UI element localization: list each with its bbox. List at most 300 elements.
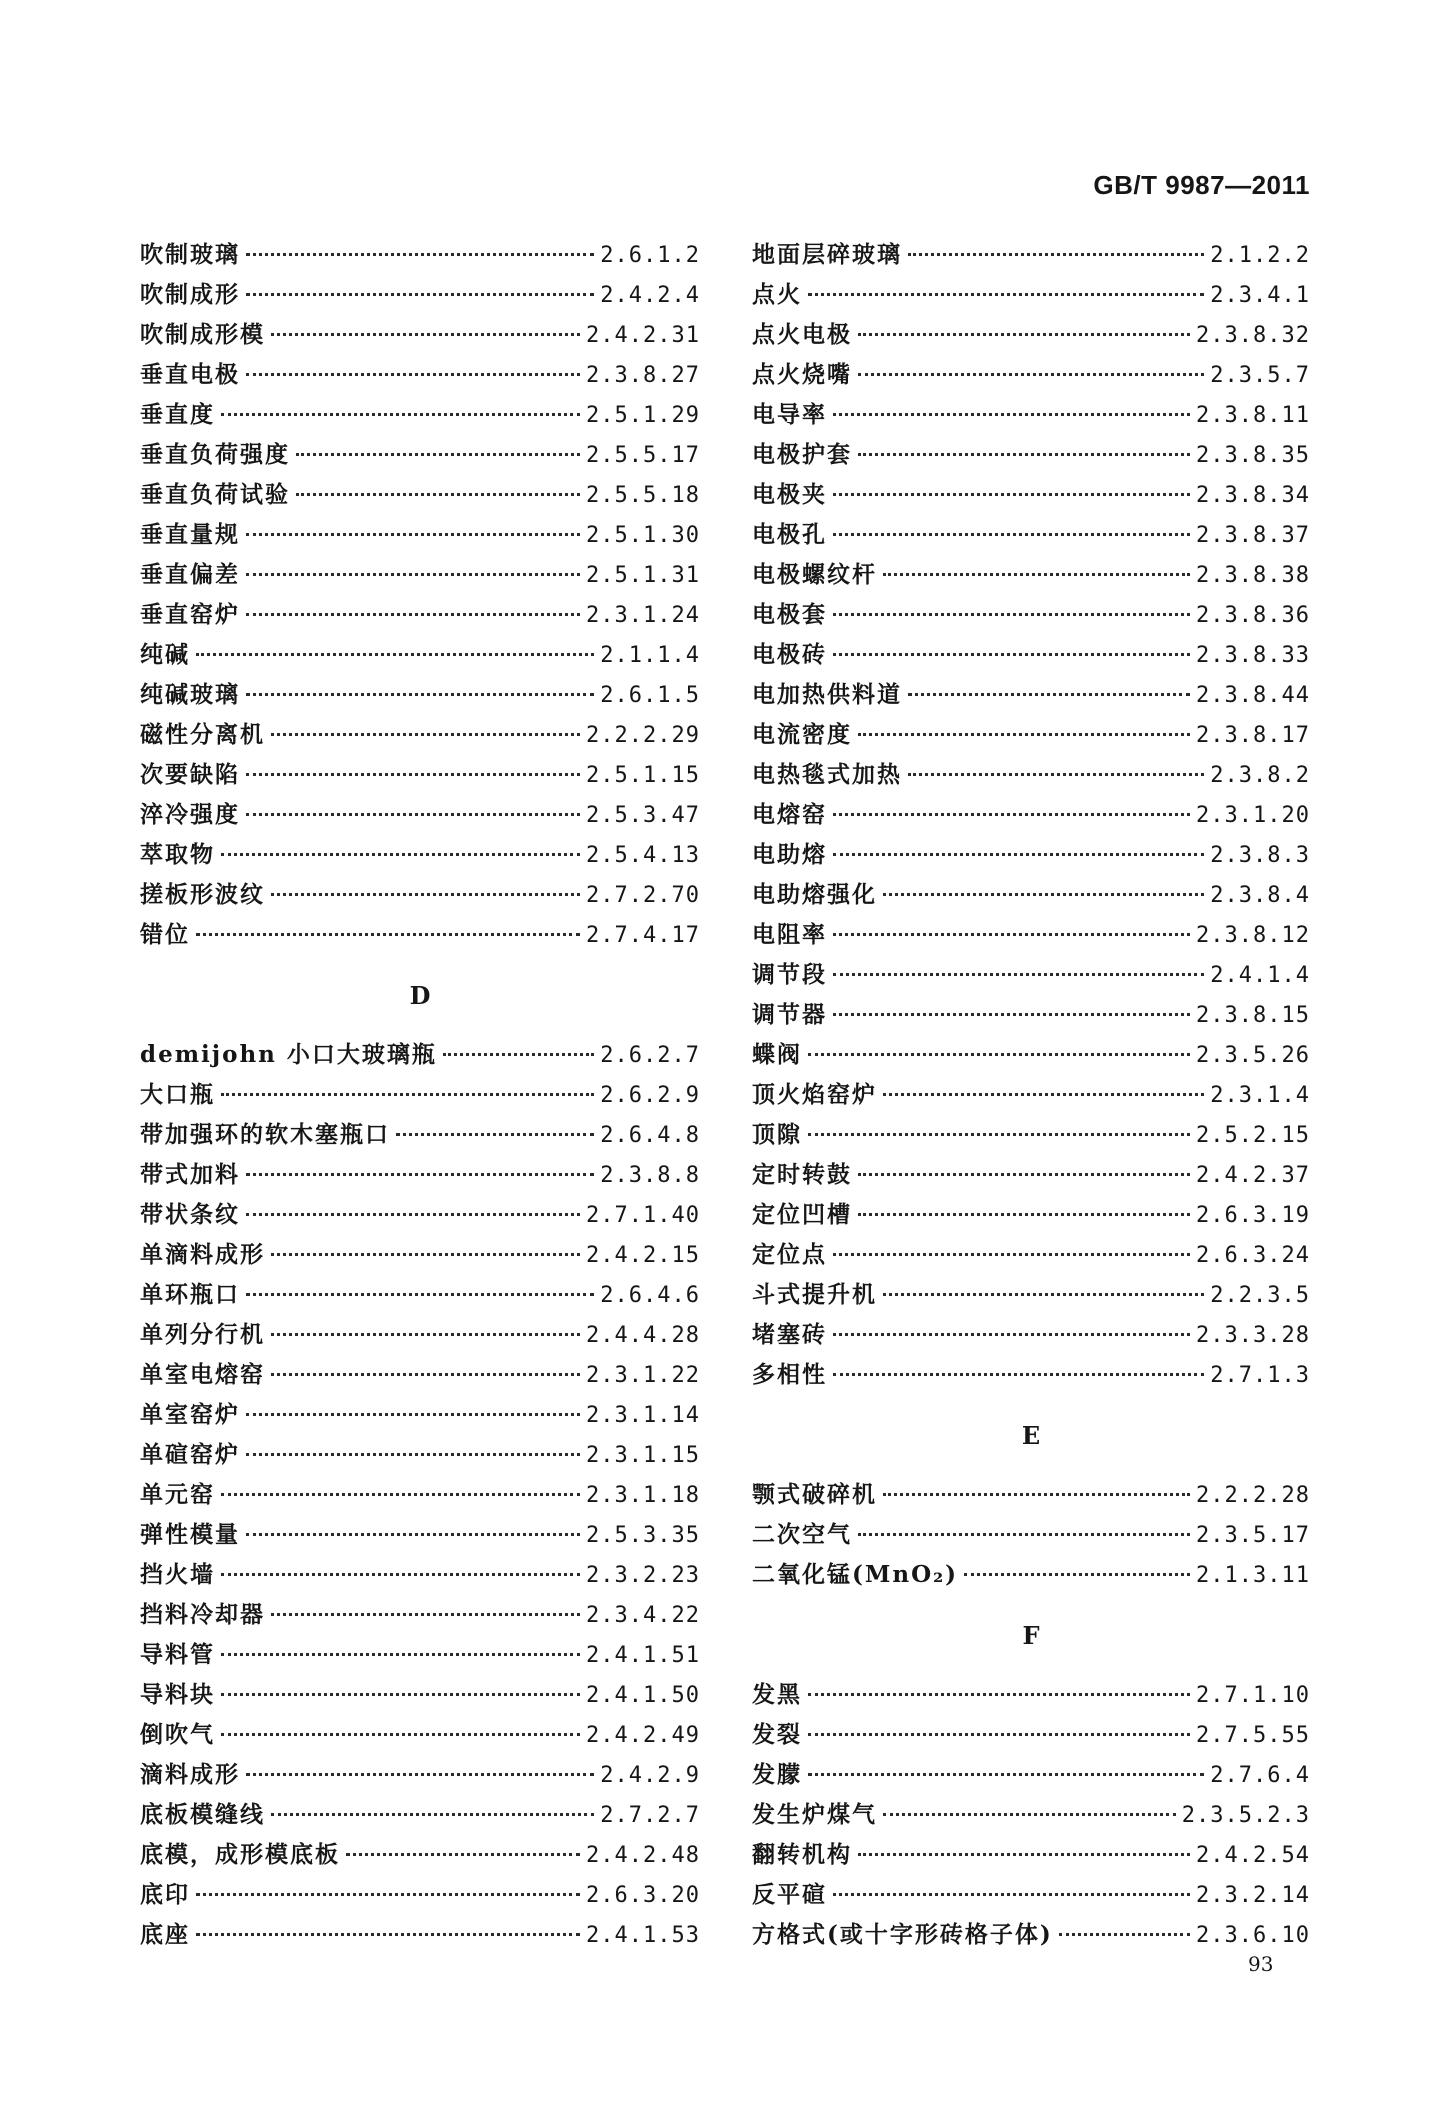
dot-leader bbox=[246, 1773, 594, 1776]
index-entry bbox=[752, 1036, 1310, 1076]
index-entry bbox=[140, 1396, 700, 1436]
index-entry bbox=[140, 1676, 700, 1716]
index-term: 点火电极 bbox=[752, 321, 852, 348]
dot-leader bbox=[858, 1213, 1190, 1216]
dot-leader bbox=[196, 1893, 580, 1896]
clause-number: 2.4.2.31 bbox=[586, 323, 700, 348]
clause-number: 2.3.8.8 bbox=[600, 1163, 700, 1188]
index-term: 方格式(或十字形砖格子体) bbox=[752, 1921, 1053, 1948]
index-term: 单室窑炉 bbox=[140, 1401, 240, 1428]
dot-leader bbox=[833, 1333, 1190, 1336]
clause-number: 2.2.2.28 bbox=[1196, 1483, 1310, 1508]
index-entry bbox=[140, 436, 700, 476]
dot-leader bbox=[858, 1853, 1190, 1856]
dot-leader bbox=[271, 733, 580, 736]
page-number: 93 bbox=[1248, 1952, 1274, 1976]
index-term: 垂直偏差 bbox=[140, 561, 240, 588]
dot-leader bbox=[196, 653, 594, 656]
index-term: 电助熔强化 bbox=[752, 881, 877, 908]
index-entry bbox=[752, 996, 1310, 1036]
clause-number: 2.6.3.20 bbox=[586, 1883, 700, 1908]
dot-leader bbox=[271, 1333, 580, 1336]
index-entry bbox=[140, 756, 700, 796]
clause-number: 2.3.5.7 bbox=[1210, 363, 1310, 388]
dot-leader bbox=[858, 453, 1190, 456]
clause-number: 2.3.1.14 bbox=[586, 1403, 700, 1428]
index-term: 电流密度 bbox=[752, 721, 852, 748]
index-entry bbox=[140, 356, 700, 396]
clause-number: 2.3.8.37 bbox=[1196, 523, 1310, 548]
index-entry bbox=[140, 1756, 700, 1796]
index-entry bbox=[140, 1916, 700, 1956]
dot-leader bbox=[246, 773, 580, 776]
index-term: 垂直负荷强度 bbox=[140, 441, 290, 468]
dot-leader bbox=[833, 853, 1204, 856]
index-entry bbox=[752, 756, 1310, 796]
index-column-left bbox=[140, 236, 700, 1956]
clause-number: 2.3.8.3 bbox=[1210, 843, 1310, 868]
dot-leader bbox=[883, 573, 1190, 576]
clause-number: 2.3.5.26 bbox=[1196, 1043, 1310, 1068]
clause-number: 2.3.1.15 bbox=[586, 1443, 700, 1468]
index-entry bbox=[752, 516, 1310, 556]
clause-number: 2.4.2.48 bbox=[586, 1843, 700, 1868]
index-term: 垂直电极 bbox=[140, 361, 240, 388]
index-entry bbox=[752, 1876, 1310, 1916]
dot-leader bbox=[296, 493, 580, 496]
clause-number: 2.5.3.47 bbox=[586, 803, 700, 828]
index-term: 滴料成形 bbox=[140, 1761, 240, 1788]
dot-leader bbox=[833, 973, 1204, 976]
index-term: 吹制成形模 bbox=[140, 321, 265, 348]
index-term: 导料管 bbox=[140, 1641, 215, 1668]
index-entry bbox=[752, 436, 1310, 476]
index-entry bbox=[140, 1076, 700, 1116]
section-letter: F bbox=[1022, 1621, 1040, 1650]
index-entry bbox=[752, 1916, 1310, 1956]
dot-leader bbox=[883, 1493, 1190, 1496]
index-entry bbox=[140, 236, 700, 276]
clause-number: 2.3.5.2.3 bbox=[1181, 1803, 1310, 1828]
index-term: 发黑 bbox=[752, 1681, 802, 1708]
dot-leader bbox=[808, 1133, 1190, 1136]
index-term: 反平碹 bbox=[752, 1881, 827, 1908]
dot-leader bbox=[246, 1173, 594, 1176]
index-entry bbox=[752, 1316, 1310, 1356]
dot-leader bbox=[808, 1773, 1204, 1776]
dot-leader bbox=[833, 493, 1190, 496]
clause-number: 2.6.3.19 bbox=[1196, 1203, 1310, 1228]
index-entry bbox=[752, 1836, 1310, 1876]
clause-number: 2.5.1.15 bbox=[586, 763, 700, 788]
index-entry bbox=[140, 1876, 700, 1916]
clause-number: 2.4.1.53 bbox=[586, 1923, 700, 1948]
dot-leader bbox=[246, 1453, 580, 1456]
index-term: 电加热供料道 bbox=[752, 681, 902, 708]
index-term: 磁性分离机 bbox=[140, 721, 265, 748]
clause-number: 2.3.8.4 bbox=[1210, 883, 1310, 908]
section-letter: D bbox=[409, 981, 431, 1010]
clause-number: 2.3.1.24 bbox=[586, 603, 700, 628]
index-term: 挡火墙 bbox=[140, 1561, 215, 1588]
index-term: 电极螺纹杆 bbox=[752, 561, 877, 588]
index-term: 发朦 bbox=[752, 1761, 802, 1788]
index-term: 单环瓶口 bbox=[140, 1281, 240, 1308]
dot-leader bbox=[833, 1373, 1204, 1376]
clause-number: 2.3.8.36 bbox=[1196, 603, 1310, 628]
dot-leader bbox=[196, 1933, 580, 1936]
clause-number: 2.3.1.20 bbox=[1196, 803, 1310, 828]
index-entry bbox=[140, 1436, 700, 1476]
clause-number: 2.5.3.35 bbox=[586, 1523, 700, 1548]
index-term: 次要缺陷 bbox=[140, 761, 240, 788]
dot-leader bbox=[246, 613, 580, 616]
index-term: 电极孔 bbox=[752, 521, 827, 548]
clause-number: 2.5.1.30 bbox=[586, 523, 700, 548]
clause-number: 2.6.1.5 bbox=[600, 683, 700, 708]
dot-leader bbox=[833, 613, 1190, 616]
index-term: 定位凹槽 bbox=[752, 1201, 852, 1228]
index-term: 底印 bbox=[140, 1881, 190, 1908]
index-term: 电助熔 bbox=[752, 841, 827, 868]
clause-number: 2.3.8.2 bbox=[1210, 763, 1310, 788]
dot-leader bbox=[833, 933, 1190, 936]
index-term: 地面层碎玻璃 bbox=[752, 241, 902, 268]
index-term: 挡料冷却器 bbox=[140, 1601, 265, 1628]
clause-number: 2.3.6.10 bbox=[1196, 1923, 1310, 1948]
index-entry bbox=[752, 676, 1310, 716]
index-term: 发裂 bbox=[752, 1721, 802, 1748]
index-term: 垂直窑炉 bbox=[140, 601, 240, 628]
dot-leader bbox=[246, 813, 580, 816]
index-entry bbox=[752, 876, 1310, 916]
index-entry bbox=[752, 1076, 1310, 1116]
index-entry bbox=[752, 796, 1310, 836]
index-entry bbox=[140, 1196, 700, 1236]
index-entry bbox=[140, 796, 700, 836]
clause-number: 2.6.3.24 bbox=[1196, 1243, 1310, 1268]
index-entry bbox=[752, 1156, 1310, 1196]
index-entry bbox=[140, 1356, 700, 1396]
dot-leader bbox=[246, 253, 594, 256]
index-term: 电极砖 bbox=[752, 641, 827, 668]
dot-leader bbox=[196, 933, 580, 936]
clause-number: 2.1.2.2 bbox=[1210, 243, 1310, 268]
clause-number: 2.7.2.70 bbox=[586, 883, 700, 908]
dot-leader bbox=[221, 413, 580, 416]
dot-leader bbox=[833, 413, 1190, 416]
dot-leader bbox=[221, 853, 580, 856]
clause-number: 2.2.3.5 bbox=[1210, 1283, 1310, 1308]
index-entry bbox=[752, 396, 1310, 436]
index-term: 电极套 bbox=[752, 601, 827, 628]
clause-number: 2.2.2.29 bbox=[586, 723, 700, 748]
clause-number: 2.6.2.9 bbox=[600, 1083, 700, 1108]
index-term: 堵塞砖 bbox=[752, 1321, 827, 1348]
dot-leader bbox=[858, 333, 1190, 336]
dot-leader bbox=[221, 1653, 580, 1656]
index-entry bbox=[140, 556, 700, 596]
index-term: 单元窑 bbox=[140, 1481, 215, 1508]
index-entry bbox=[140, 836, 700, 876]
index-entry bbox=[140, 1596, 700, 1636]
dot-leader bbox=[833, 1893, 1190, 1896]
dot-leader bbox=[833, 1253, 1190, 1256]
index-entry bbox=[752, 836, 1310, 876]
index-term: 垂直度 bbox=[140, 401, 215, 428]
index-term: 蝶阀 bbox=[752, 1041, 802, 1068]
index-entry bbox=[752, 476, 1310, 516]
dot-leader bbox=[271, 1813, 594, 1816]
index-entry bbox=[752, 716, 1310, 756]
dot-leader bbox=[1059, 1933, 1190, 1936]
clause-number: 2.4.2.4 bbox=[600, 283, 700, 308]
index-entry bbox=[140, 1236, 700, 1276]
index-term: 纯碱玻璃 bbox=[140, 681, 240, 708]
clause-number: 2.5.5.18 bbox=[586, 483, 700, 508]
index-term: 导料块 bbox=[140, 1681, 215, 1708]
index-term: 萃取物 bbox=[140, 841, 215, 868]
dot-leader bbox=[271, 333, 580, 336]
clause-number: 2.3.8.32 bbox=[1196, 323, 1310, 348]
clause-number: 2.3.8.44 bbox=[1196, 683, 1310, 708]
index-term: 大口瓶 bbox=[140, 1081, 215, 1108]
index-term: 底座 bbox=[140, 1921, 190, 1948]
dot-leader bbox=[908, 253, 1204, 256]
index-term: 底板模缝线 bbox=[140, 1801, 265, 1828]
index-entry bbox=[752, 1516, 1310, 1556]
clause-number: 2.6.4.8 bbox=[600, 1123, 700, 1148]
index-entry bbox=[140, 1796, 700, 1836]
index-term: 底模，成形模底板 bbox=[140, 1841, 340, 1868]
dot-leader bbox=[221, 1733, 580, 1736]
dot-leader bbox=[808, 1693, 1190, 1696]
index-term: 二氧化锰(MnO₂) bbox=[752, 1561, 959, 1588]
clause-number: 2.3.4.1 bbox=[1210, 283, 1310, 308]
index-entry bbox=[752, 1276, 1310, 1316]
index-term: 发生炉煤气 bbox=[752, 1801, 877, 1828]
dot-leader bbox=[271, 1253, 580, 1256]
index-term: 调节器 bbox=[752, 1001, 827, 1028]
dot-leader bbox=[221, 1093, 594, 1096]
clause-number: 2.3.1.22 bbox=[586, 1363, 700, 1388]
dot-leader bbox=[858, 1173, 1190, 1176]
index-entry bbox=[140, 1156, 700, 1196]
dot-leader bbox=[883, 1093, 1204, 1096]
index-term: 定时转鼓 bbox=[752, 1161, 852, 1188]
index-entry bbox=[752, 276, 1310, 316]
dot-leader bbox=[833, 813, 1190, 816]
clause-number: 2.4.4.28 bbox=[586, 1323, 700, 1348]
section-letter: E bbox=[1021, 1421, 1041, 1450]
clause-number: 2.5.2.15 bbox=[1196, 1123, 1310, 1148]
index-column-right bbox=[752, 236, 1310, 1956]
index-entry bbox=[140, 1116, 700, 1156]
dot-leader bbox=[246, 1413, 580, 1416]
index-term: 二次空气 bbox=[752, 1521, 852, 1548]
index-entry bbox=[140, 1476, 700, 1516]
clause-number: 2.3.5.17 bbox=[1196, 1523, 1310, 1548]
dot-leader bbox=[246, 373, 580, 376]
index-entry bbox=[752, 1796, 1310, 1836]
index-entry bbox=[140, 1316, 700, 1356]
index-entry bbox=[140, 676, 700, 716]
index-entry bbox=[752, 1236, 1310, 1276]
dot-leader bbox=[396, 1133, 594, 1136]
dot-leader bbox=[246, 293, 594, 296]
index-term: 单碹窑炉 bbox=[140, 1441, 240, 1468]
clause-number: 2.3.8.35 bbox=[1196, 443, 1310, 468]
clause-number: 2.4.1.4 bbox=[1210, 963, 1310, 988]
dot-leader bbox=[246, 1213, 580, 1216]
clause-number: 2.3.8.11 bbox=[1196, 403, 1310, 428]
index-term: 电阻率 bbox=[752, 921, 827, 948]
index-term: 电导率 bbox=[752, 401, 827, 428]
dot-leader bbox=[271, 1373, 580, 1376]
index-term: 带状条纹 bbox=[140, 1201, 240, 1228]
dot-leader bbox=[221, 1573, 580, 1576]
index-term: 倒吹气 bbox=[140, 1721, 215, 1748]
index-entry bbox=[752, 916, 1310, 956]
index-entry bbox=[140, 316, 700, 356]
index-entry bbox=[140, 476, 700, 516]
clause-number: 2.3.1.4 bbox=[1210, 1083, 1310, 1108]
clause-number: 2.3.8.27 bbox=[586, 363, 700, 388]
clause-number: 2.3.8.38 bbox=[1196, 563, 1310, 588]
dot-leader bbox=[833, 533, 1190, 536]
clause-number: 2.4.2.49 bbox=[586, 1723, 700, 1748]
index-entry bbox=[140, 1836, 700, 1876]
clause-number: 2.4.2.9 bbox=[600, 1763, 700, 1788]
index-entry bbox=[140, 276, 700, 316]
index-term: demijohn 小口大玻璃瓶 bbox=[140, 1041, 437, 1068]
dot-leader bbox=[346, 1853, 580, 1856]
index-entry bbox=[140, 396, 700, 436]
index-term: 搓板形波纹 bbox=[140, 881, 265, 908]
clause-number: 2.4.1.51 bbox=[586, 1643, 700, 1668]
dot-leader bbox=[246, 1293, 594, 1296]
dot-leader bbox=[858, 1533, 1190, 1536]
index-entry bbox=[752, 956, 1310, 996]
dot-leader bbox=[246, 533, 580, 536]
index-term: 电极护套 bbox=[752, 441, 852, 468]
dot-leader bbox=[833, 1013, 1190, 1016]
index-term: 顶火焰窑炉 bbox=[752, 1081, 877, 1108]
clause-number: 2.7.2.7 bbox=[600, 1803, 700, 1828]
index-term: 顶隙 bbox=[752, 1121, 802, 1148]
index-entry bbox=[752, 1476, 1310, 1516]
index-term: 带加强环的软木塞瓶口 bbox=[140, 1121, 390, 1148]
dot-leader bbox=[246, 573, 580, 576]
index-term: 电热毯式加热 bbox=[752, 761, 902, 788]
dot-leader bbox=[221, 1493, 580, 1496]
clause-number: 2.3.8.34 bbox=[1196, 483, 1310, 508]
index-term: 电熔窑 bbox=[752, 801, 827, 828]
clause-number: 2.1.1.4 bbox=[600, 643, 700, 668]
clause-number: 2.3.4.22 bbox=[586, 1603, 700, 1628]
index-term: 吹制成形 bbox=[140, 281, 240, 308]
index-entry bbox=[752, 1556, 1310, 1596]
clause-number: 2.7.1.40 bbox=[586, 1203, 700, 1228]
index-term: 调节段 bbox=[752, 961, 827, 988]
clause-number: 2.4.2.37 bbox=[1196, 1163, 1310, 1188]
dot-leader bbox=[908, 693, 1190, 696]
clause-number: 2.6.4.6 bbox=[600, 1283, 700, 1308]
index-term: 弹性模量 bbox=[140, 1521, 240, 1548]
dot-leader bbox=[271, 1613, 580, 1616]
clause-number: 2.7.4.17 bbox=[586, 923, 700, 948]
dot-leader bbox=[833, 653, 1190, 656]
clause-number: 2.7.1.10 bbox=[1196, 1683, 1310, 1708]
index-entry bbox=[140, 636, 700, 676]
index-entry bbox=[752, 1196, 1310, 1236]
clause-number: 2.5.4.13 bbox=[586, 843, 700, 868]
index-term: 多相性 bbox=[752, 1361, 827, 1388]
dot-leader bbox=[858, 733, 1190, 736]
dot-leader bbox=[883, 1293, 1204, 1296]
index-term: 翻转机构 bbox=[752, 1841, 852, 1868]
dot-leader bbox=[808, 1733, 1190, 1736]
dot-leader bbox=[808, 1053, 1190, 1056]
index-term: 淬冷强度 bbox=[140, 801, 240, 828]
dot-leader bbox=[964, 1573, 1190, 1576]
index-term: 垂直负荷试验 bbox=[140, 481, 290, 508]
index-entry bbox=[752, 356, 1310, 396]
clause-number: 2.5.1.31 bbox=[586, 563, 700, 588]
index-entry bbox=[752, 596, 1310, 636]
index-entry bbox=[752, 1356, 1310, 1396]
index-term: 垂直量规 bbox=[140, 521, 240, 548]
index-entry bbox=[752, 316, 1310, 356]
dot-leader bbox=[883, 1813, 1176, 1816]
clause-number: 2.3.8.15 bbox=[1196, 1003, 1310, 1028]
dot-leader bbox=[271, 893, 580, 896]
index-entry bbox=[752, 556, 1310, 596]
clause-number: 2.7.1.3 bbox=[1210, 1363, 1310, 1388]
index-entry bbox=[140, 916, 700, 956]
index-term: 斗式提升机 bbox=[752, 1281, 877, 1308]
index-term: 单室电熔窑 bbox=[140, 1361, 265, 1388]
index-entry bbox=[140, 1516, 700, 1556]
index-entry bbox=[752, 1756, 1310, 1796]
dot-leader bbox=[858, 373, 1204, 376]
clause-number: 2.3.8.17 bbox=[1196, 723, 1310, 748]
index-entry bbox=[752, 1676, 1310, 1716]
index-entry bbox=[140, 1716, 700, 1756]
index-entry bbox=[140, 1276, 700, 1316]
standard-code: GB/T 9987—2011 bbox=[1093, 170, 1310, 200]
clause-number: 2.4.1.50 bbox=[586, 1683, 700, 1708]
index-entry bbox=[140, 1636, 700, 1676]
dot-leader bbox=[246, 693, 594, 696]
index-term: 颚式破碎机 bbox=[752, 1481, 877, 1508]
index-term: 吹制玻璃 bbox=[140, 241, 240, 268]
index-entry bbox=[752, 236, 1310, 276]
clause-number: 2.3.1.18 bbox=[586, 1483, 700, 1508]
clause-number: 2.7.6.4 bbox=[1210, 1763, 1310, 1788]
index-entry bbox=[752, 1716, 1310, 1756]
index-term: 单列分行机 bbox=[140, 1321, 265, 1348]
dot-leader bbox=[808, 293, 1204, 296]
index-term: 点火烧嘴 bbox=[752, 361, 852, 388]
index-term: 单滴料成形 bbox=[140, 1241, 265, 1268]
clause-number: 2.6.2.7 bbox=[600, 1043, 700, 1068]
clause-number: 2.4.2.15 bbox=[586, 1243, 700, 1268]
index-term: 错位 bbox=[140, 921, 190, 948]
dot-leader bbox=[296, 453, 580, 456]
index-entry bbox=[140, 716, 700, 756]
clause-number: 2.3.2.14 bbox=[1196, 1883, 1310, 1908]
